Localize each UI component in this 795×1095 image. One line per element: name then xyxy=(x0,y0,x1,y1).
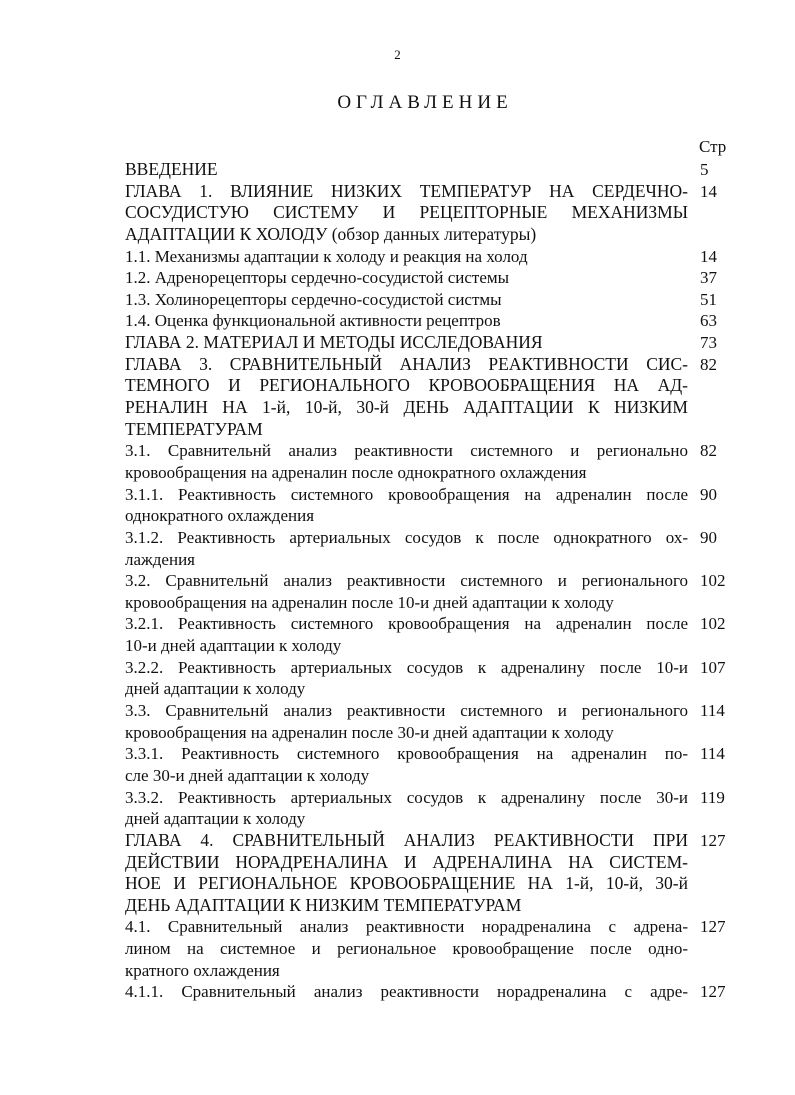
toc-entry-line: лаждения xyxy=(125,549,195,569)
toc-entry-line: 1.4. Оценка функциональной активности рецептров xyxy=(125,311,501,331)
toc-entry-page: 82 xyxy=(700,441,717,461)
toc-entry-line: 3.1.2. Реактивность артериальных сосудов к после однократного ох- xyxy=(125,527,688,547)
toc-entry-line: ГЛАВА 4. СРАВНИТЕЛЬНЫЙ АНАЛИЗ РЕАКТИВНОСТИ ПРИ xyxy=(125,829,688,850)
toc-entry-page: 114 xyxy=(700,701,725,721)
toc-entry[interactable] xyxy=(125,787,730,830)
toc-entry-line: ДЕНЬ АДАПТАЦИИ К НИЗКИМ ТЕМПЕРАТУРАМ xyxy=(125,894,522,915)
toc-entry-line: ДЕЙСТВИИ НОРАДРЕНАЛИНА И АДРЕНАЛИНА НА СИСТЕМ- xyxy=(125,851,688,872)
toc-entry-line: кровообращения на адреналин после 30-и дней адаптации к холоду xyxy=(125,722,614,742)
toc-entry-line: НОЕ И РЕГИОНАЛЬНОЕ КРОВООБРАЩЕНИЕ НА 1-й, 10-й, 30-й xyxy=(125,873,688,894)
toc-entry-page: 90 xyxy=(700,484,717,504)
toc-entry[interactable] xyxy=(125,700,730,743)
toc-entry[interactable] xyxy=(125,743,730,786)
toc-entry-line: лином на системное и региональное кровообращение после одно- xyxy=(125,939,688,959)
toc-entry[interactable] xyxy=(125,570,730,613)
toc-entry[interactable] xyxy=(125,289,730,311)
toc-entry-line: АДАПТАЦИИ К ХОЛОДУ (обзор данных литературы) xyxy=(125,223,537,244)
toc-entry-page: 5 xyxy=(700,160,709,179)
toc-entry-page: 119 xyxy=(700,787,725,807)
toc-entry-page: 14 xyxy=(700,181,717,201)
toc-entry-line: дней адаптации к холоду xyxy=(125,809,306,829)
toc-entry[interactable] xyxy=(125,916,730,981)
toc-entry-page: 107 xyxy=(700,657,726,677)
toc-entry-line: сле 30-и дней адаптации к холоду xyxy=(125,765,370,785)
toc-entry[interactable] xyxy=(125,267,730,289)
toc-entry[interactable] xyxy=(125,657,730,700)
toc-entry-line: 3.2.2. Реактивность артериальных сосудов к адреналину после 10-и xyxy=(125,657,688,677)
toc-entry-page: 90 xyxy=(700,527,717,547)
toc-entry-line: 1.2. Адренорецепторы сердечно-сосудистой системы xyxy=(125,268,510,288)
toc-entry-line: 3.3.1. Реактивность системного кровообращения на адреналин по- xyxy=(125,744,688,764)
toc-entry[interactable] xyxy=(125,181,730,246)
toc-entry[interactable] xyxy=(125,332,730,354)
toc-entry-page: 127 xyxy=(700,830,726,850)
toc-entry[interactable] xyxy=(125,246,730,268)
toc-entry-line: 1.3. Холинорецепторы сердечно-сосудистой систмы xyxy=(125,289,502,309)
toc-entry[interactable] xyxy=(125,981,730,1003)
toc-entry-page: 102 xyxy=(700,571,726,591)
toc-entry-page: 63 xyxy=(700,311,717,331)
toc-entry-line: РЕНАЛИН НА 1-й, 10-й, 30-й ДЕНЬ АДАПТАЦИИ К НИЗКИМ xyxy=(125,397,688,418)
toc-entry-line: ГЛАВА 1. ВЛИЯНИЕ НИЗКИХ ТЕМПЕРАТУР НА СЕРДЕЧНО- xyxy=(125,180,688,201)
page-column-header: Стр xyxy=(699,137,727,156)
toc-entry-page: 73 xyxy=(700,333,717,353)
toc-entry-line: 3.1. Сравнительнй анализ реактивности системного и регионально xyxy=(125,441,688,461)
toc-entry[interactable] xyxy=(125,527,730,570)
toc-entry-page: 102 xyxy=(700,614,726,634)
toc-entry-line: кровообращения на адреналин после 10-и дней адаптации к холоду xyxy=(125,592,614,612)
toc-entry[interactable] xyxy=(125,440,730,483)
page-number: 2 xyxy=(394,47,401,62)
toc-entry-line: 4.1. Сравнительный анализ реактивности норадреналина с адрена- xyxy=(125,917,688,937)
toc-entry-line: кратного охлаждения xyxy=(125,960,280,980)
toc-entry-line: 4.1.1. Сравнительный анализ реактивности норадреналина с адре- xyxy=(125,982,688,1002)
toc-entry-line: кровообращения на адреналин после однократного охлаждения xyxy=(125,462,587,482)
toc-entry-line: 3.1.1. Реактивность системного кровообращения на адреналин после xyxy=(125,484,688,504)
toc-entry-page: 37 xyxy=(700,268,717,288)
toc-entry[interactable] xyxy=(125,830,730,917)
toc-entry-line: 10-и дней адаптации к холоду xyxy=(125,636,342,656)
toc-entry-line: 3.3.2. Реактивность артериальных сосудов к адреналину после 30-и xyxy=(125,787,688,807)
toc-entry-line: ВВЕДЕНИЕ xyxy=(125,159,218,179)
toc-entry[interactable] xyxy=(125,310,730,332)
toc-entry[interactable] xyxy=(125,159,730,181)
toc-entry[interactable] xyxy=(125,354,730,441)
toc-entry-line: ГЛАВА 3. СРАВНИТЕЛЬНЫЙ АНАЛИЗ РЕАКТИВНОСТИ СИС- xyxy=(125,353,688,374)
toc-entry[interactable] xyxy=(125,613,730,656)
toc-entry-line: СОСУДИСТУЮ СИСТЕМУ И РЕЦЕПТОРНЫЕ МЕХАНИЗМЫ xyxy=(125,202,688,223)
toc-entry-page: 127 xyxy=(700,982,726,1002)
page-title: ОГЛАВЛЕНИЕ xyxy=(337,92,513,113)
toc-entry-page: 82 xyxy=(700,354,717,374)
toc-entry-line: ТЕМНОГО И РЕГИОНАЛЬНОГО КРОВООБРАЩЕНИЯ НА АД- xyxy=(125,375,688,396)
toc-entry-page: 127 xyxy=(700,917,726,937)
toc-entry-line: ГЛАВА 2. МАТЕРИАЛ И МЕТОДЫ ИССЛЕДОВАНИЯ xyxy=(125,332,543,353)
toc-entry-page: 14 xyxy=(700,246,717,266)
toc-entry-line: 1.1. Механизмы адаптации к холоду и реакция на холод xyxy=(125,246,528,266)
toc-entry-line: дней адаптации к холоду xyxy=(125,679,306,699)
toc-entry-line: ТЕМПЕРАТУРАМ xyxy=(125,418,263,439)
toc-entry-line: 3.2. Сравнительнй анализ реактивности системного и регионального xyxy=(125,571,688,591)
toc-entry-line: 3.3. Сравнительнй анализ реактивности системного и регионального xyxy=(125,701,688,721)
toc-entry-page: 51 xyxy=(700,289,717,309)
toc-entry-page: 114 xyxy=(700,744,725,764)
table-of-contents xyxy=(125,159,730,1003)
toc-entry-line: 3.2.1. Реактивность системного кровообращения на адреналин после xyxy=(125,614,688,634)
toc-entry-line: однократного охлаждения xyxy=(125,506,315,526)
toc-entry[interactable] xyxy=(125,484,730,527)
